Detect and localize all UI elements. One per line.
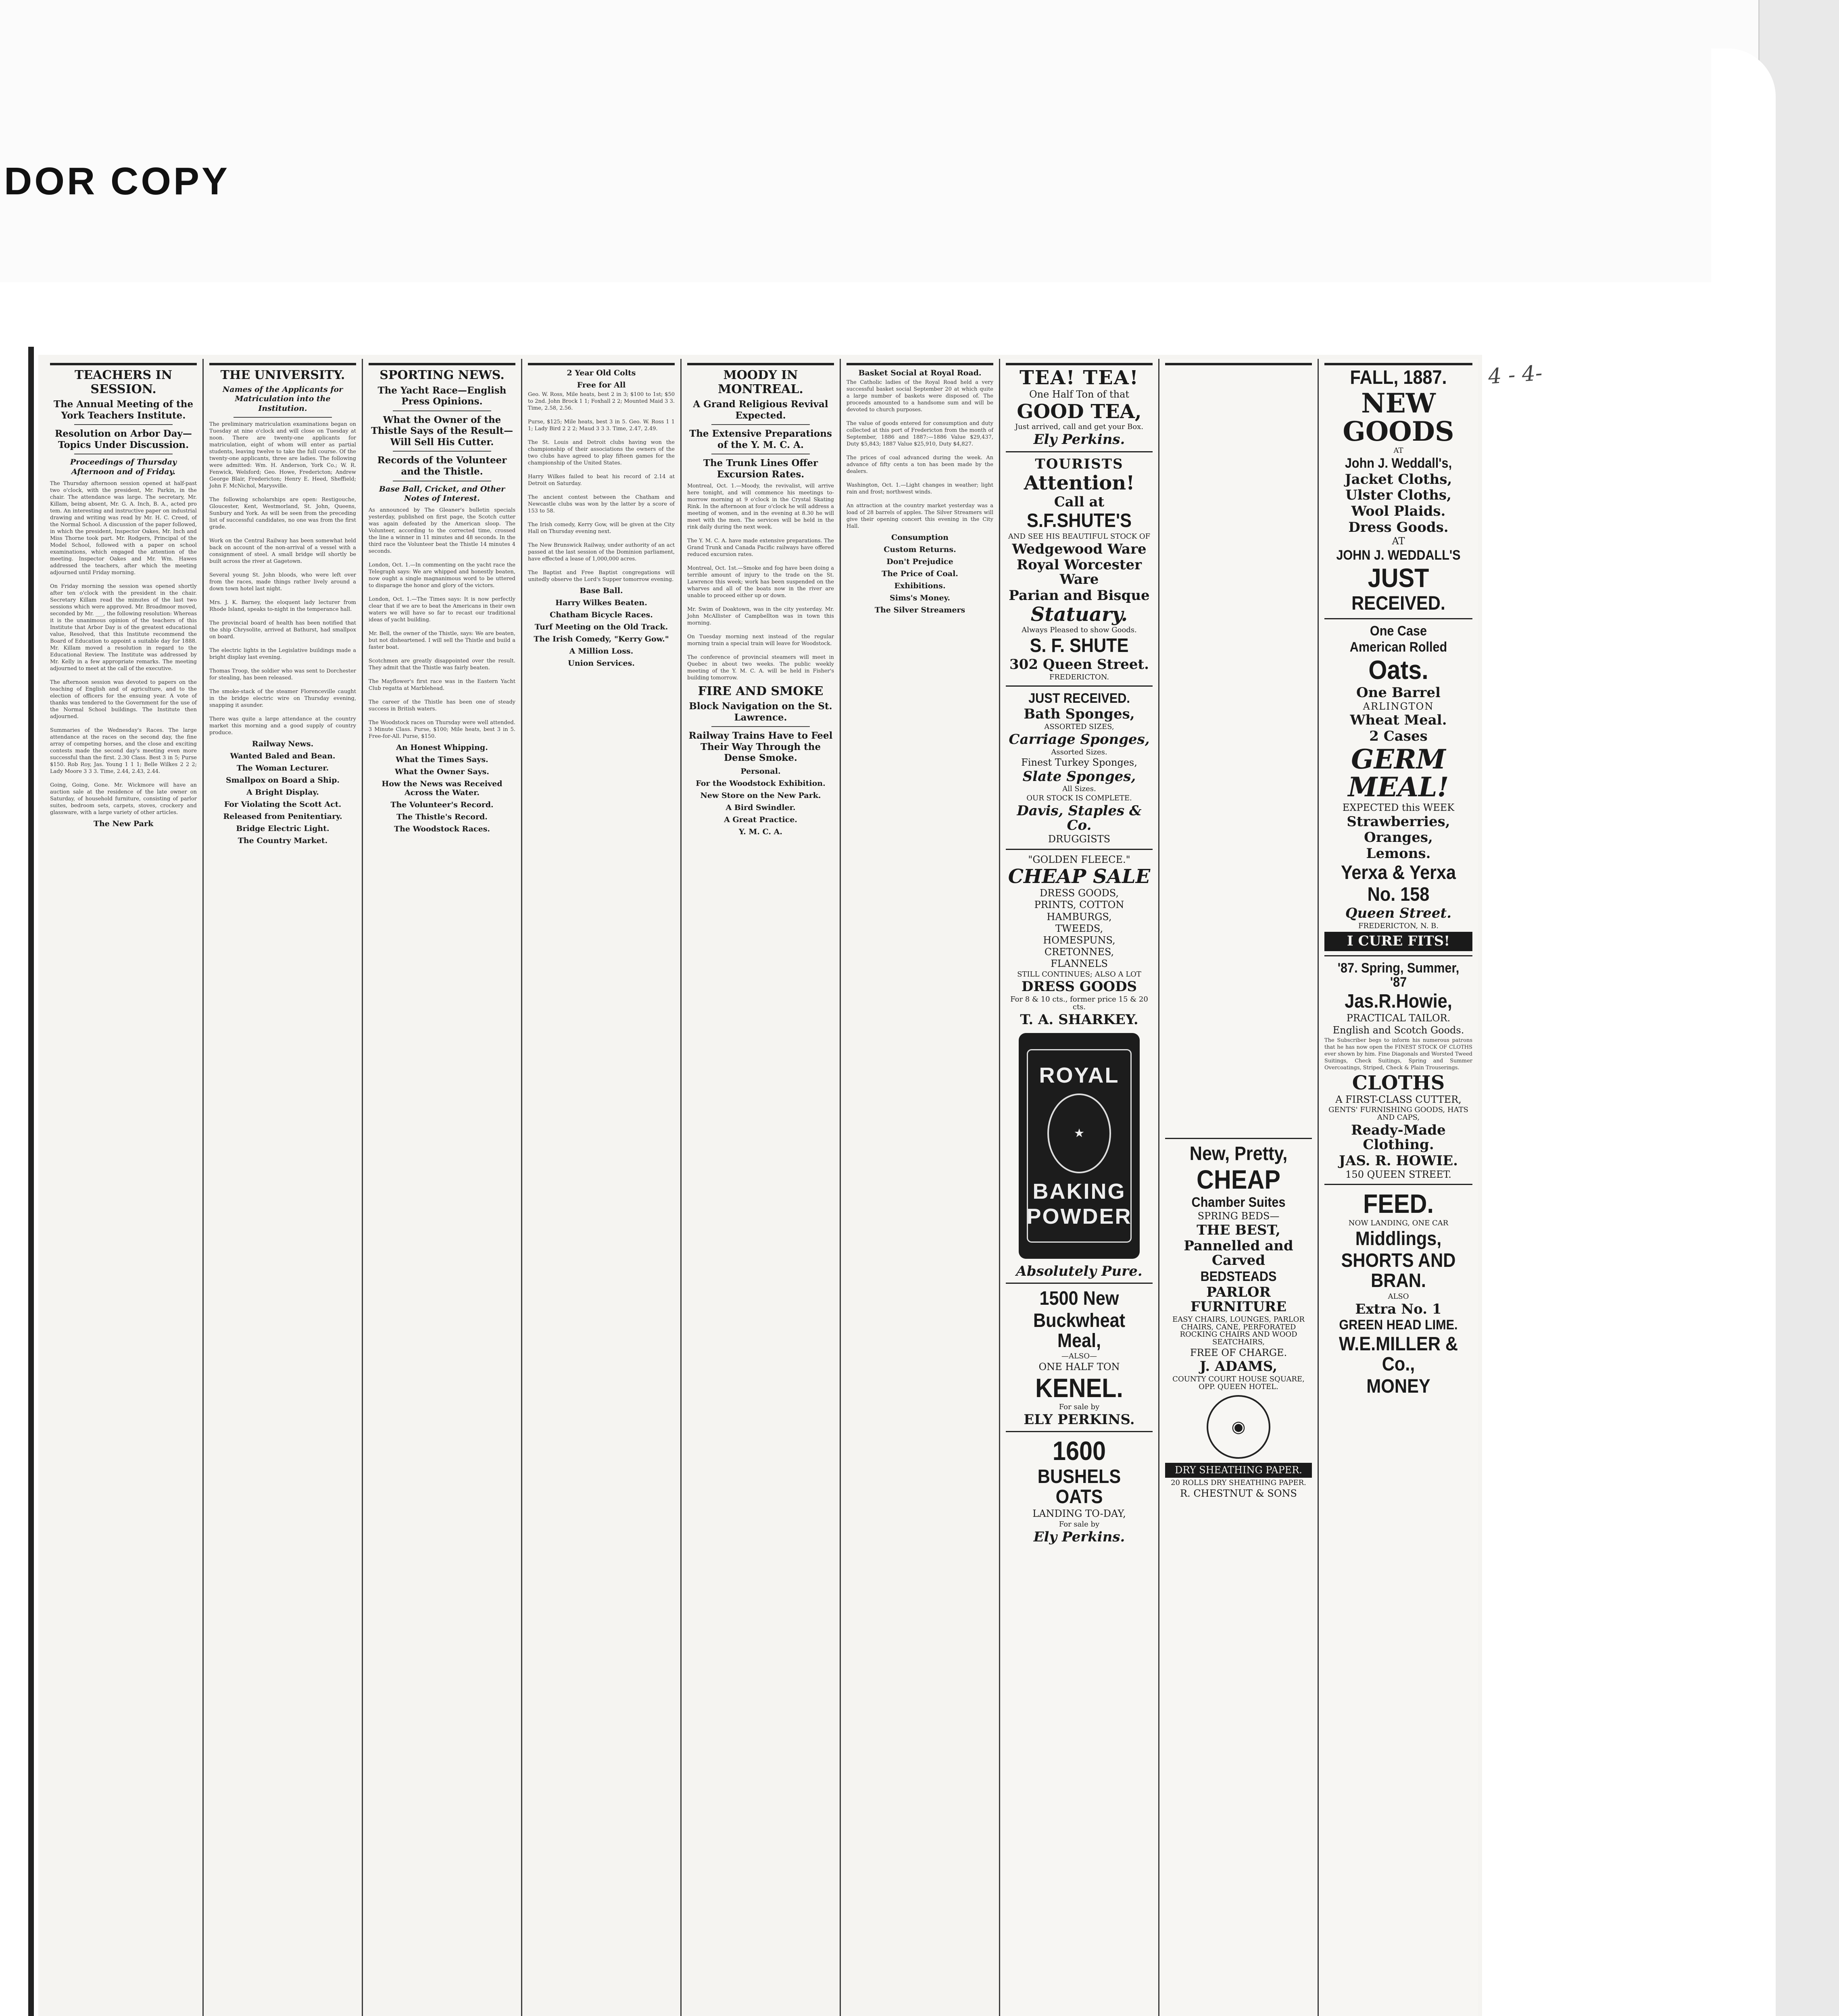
section-head: The Silver Streamers	[874, 606, 965, 614]
ad-text: All Sizes.	[1062, 785, 1096, 793]
ad-text: AND SEE HIS BEAUTIFUL STOCK OF	[1008, 532, 1151, 541]
section-head: Basket Social at Royal Road.	[858, 369, 982, 377]
section-head: What the Owner Says.	[395, 767, 489, 777]
section-head: An Honest Whipping.	[396, 743, 488, 752]
article-body: Geo. W. Ross, Mile heats, best 2 in 3; $100 to 1st; $50 to 2nd. John Brock 1 1; Foxhall 2 2; Mounted Maid 3 3. Time, 2.58, 2.56. Purse, $125; Mile heats, best 3 in 5. Geo. W. Ross 1 1 1; Lady Bird 2 2 2; Maud 3 3 3. Time, 2.47, 2.49. The St. Louis and Detroit clubs having won the championship of their associations the owners of the two clubs have agreed to play fifteen games for the championship of the United States. Harry Wilkes failed to beat his record of 2.14 at Detroit on Saturday. The ancient contest between the Chatham and Newcastle clubs was won by the latter by a score of 153 to 58. The Irish comedy, Kerry Gow, will be given at the City Hall on Thursday evening next. The New Brunswick Railway, under authority of an act passed at the last session of the Dominion parliament, have effected a lease of 1,000,000 acres. The Baptist and Free Baptist congregations will unitedly observe the Lord's Supper tomorrow evening.	[528, 392, 675, 583]
ad-text: FREE OF CHARGE.	[1190, 1347, 1287, 1359]
section-head: A Great Practice.	[724, 815, 797, 825]
ad-text: Strawberries,	[1347, 813, 1450, 830]
ad-text: COUNTY COURT HOUSE SQUARE, OPP. QUEEN HOTEL.	[1172, 1375, 1305, 1391]
section-head: 2 Year Old Colts	[567, 369, 636, 377]
ad-text: Davis, Staples & Co.	[1017, 803, 1142, 833]
ad-text: JUST RECEIVED.	[1028, 690, 1130, 706]
subhead: The Extensive Preparations of the Y. M. C. A.	[689, 428, 832, 450]
can-text: ROYAL	[1039, 1063, 1120, 1087]
ad-text: ONE HALF TON	[1038, 1361, 1120, 1373]
ad-text: American Rolled	[1349, 639, 1447, 655]
headline-university: THE UNIVERSITY.	[220, 368, 345, 382]
can-text: BAKING	[1032, 1179, 1126, 1204]
section-head: Don't Prejudice	[886, 557, 953, 566]
copy-stamp: DOR COPY	[4, 160, 230, 203]
ad-text: '87. Spring, Summer, '87	[1337, 960, 1460, 990]
ad-text: No. 158	[1367, 884, 1430, 906]
subhead: Block Navigation on the St. Lawrence.	[689, 701, 832, 723]
subhead: Resolution on Arbor Day—Topics Under Discussion.	[55, 428, 192, 450]
ad-furniture	[1165, 1138, 1312, 1391]
ad-text: LANDING TO-DAY,	[1032, 1508, 1126, 1520]
ad-text: Ready-Made Clothing.	[1351, 1122, 1446, 1153]
ad-text: English and Scotch Goods.	[1332, 1024, 1464, 1036]
section-head: Smallpox on Board a Ship.	[225, 775, 340, 785]
ad-body: The Subscriber begs to inform his numerous patrons that he has now open the FINEST STOCK OF CLOTHS ever shown by him. Fine Diagonals and Worsted Tweed Suitings, Check Suitings, Spring and Summer Overcoatings, Striped, Check & Plain Trouserings.	[1324, 1037, 1474, 1071]
ad-golden-fleece	[1006, 849, 1153, 1027]
ad-text: Statuary.	[1030, 603, 1128, 626]
ad-text: AT	[1392, 535, 1405, 547]
ad-text: Pannelled and Carved	[1184, 1238, 1293, 1268]
ad-text: One Half Ton of that	[1029, 389, 1130, 400]
ad-text: Wool Plaids.	[1351, 503, 1446, 519]
ad-text: W.E.MILLER & Co.,	[1339, 1333, 1458, 1375]
ad-text: GERM MEAL!	[1348, 743, 1449, 803]
ad-text: Just arrived, call and get your Box.	[1015, 422, 1144, 431]
ad-text: CRETONNES,	[1044, 946, 1114, 958]
ad-text: "GOLDEN FLEECE."	[1028, 854, 1130, 865]
ad-text: RECEIVED.	[1351, 593, 1445, 614]
section-head: Chatham Bicycle Races.	[550, 610, 653, 619]
ad-text: S.F.SHUTE'S	[1027, 510, 1132, 532]
divider	[74, 424, 173, 425]
column-races	[522, 359, 682, 2016]
ad-text: Ulster Cloths,	[1345, 487, 1451, 504]
section-head: A Bright Display.	[246, 787, 319, 797]
ad-sponges	[1006, 685, 1153, 845]
column-teachers	[44, 359, 204, 2016]
can-emblem-icon: ★	[1047, 1093, 1111, 1173]
ad-text: John J. Weddall's,	[1345, 455, 1452, 471]
subhead: Railway Trains Have to Feel Their Way Through the Dense Smoke.	[688, 730, 833, 764]
ad-text: TOURISTS	[1035, 456, 1124, 472]
section-head: A Million Loss.	[569, 647, 634, 656]
section-head: The Woodstock Races.	[394, 825, 490, 834]
ad-text: Always Pleased to show Goods.	[1022, 625, 1137, 634]
column-continuation	[1165, 368, 1312, 1134]
ad-text: 20 ROLLS DRY SHEATHING PAPER.	[1171, 1479, 1306, 1487]
divider	[711, 726, 810, 727]
ad-text: PRINTS, COTTON	[1034, 899, 1124, 911]
ad-text: Jacket Cloths,	[1345, 471, 1452, 487]
divider	[393, 451, 491, 452]
section-head: Free for All	[577, 381, 626, 389]
section-head: Sims's Money.	[890, 594, 950, 602]
column-local-news	[841, 359, 1000, 2016]
ad-text: Ely Perkins.	[1033, 1529, 1125, 1545]
ad-text: PARLOR FURNITURE	[1190, 1284, 1287, 1315]
ad-text: GOOD TEA,	[1017, 400, 1142, 423]
ad-text: DRESS GOODS,	[1040, 887, 1119, 899]
section-head: Released from Penitentiary.	[223, 812, 342, 821]
ad-text: STILL CONTINUES; ALSO A LOT	[1017, 970, 1141, 979]
ad-text: 1600	[1052, 1436, 1106, 1466]
ad-text: I CURE FITS!	[1324, 932, 1472, 951]
ad-text: BEDSTEADS	[1200, 1268, 1277, 1284]
subhead: The Trunk Lines Offer Excursion Rates.	[703, 458, 818, 480]
subhead: What the Owner of the Thistle Says of the Result—Will Sell His Cutter.	[371, 414, 513, 448]
ad-text: Middlings,	[1355, 1228, 1442, 1250]
column-rule	[1006, 363, 1153, 365]
section-head: Exhibitions.	[894, 581, 946, 590]
article-body: The Thursday afternoon session opened at half-past two o'clock, with the president, Mr. Parkin, in the chair. The attendance was large. The secretary, Mr. Killam, being absent, Mr. G. A. Inch, B. A., acted pro tem. An interesting and instructive paper on industrial drawing and writing was read by Mr. H. C. Creed, of the Normal School. A discussion of the paper followed, in which the president, Inspector Oakes, Mr. Inch and Miss Thorne took part. Mr. Rodgers, Principal of the Model School, followed with a paper on school examinations, which engaged the attention of the meeting. Inspector Oakes and Mr. Wm. Hawes addressed the teachers, after which the meeting adjourned until Friday morning. On Friday morning the session was opened shortly after ten o'clock with the president in the chair. Secretary Killam read the minutes of the last two sessions which were approved. Mr. Broadmoor moved, seconded by Mr. ___, the following resolution: Whereas it is the unanimous opinion of the teachers of this Institute that Arbor Day is of the greatest educational value, Resolved, that this Institute recommend the Board of Education to appoint a suitable day for 1888. Mr. Killam moved a resolution in regard to the Educational Review. The Institute was addressed by Mr. Kelly in a few appropriate remarks. The meeting adjourned to meet at the call of the executive. The afternoon session was devoted to papers on the teaching of English and of agriculture, and to the election of officers for the ensuing year. A vote of thanks was tendered to the Government for the use of the Normal School buildings. The Institute then adjourned. Summaries of the Wednesday's Races. The large attendance at the races on the second day, the fine array of competing horses, and the close and exciting contests made the second day's meeting even more successful than the first. 2.30 Class. Best 3 in 5; Purse $150. Rob Roy, Jas. Young 1 1 1; Belle Wilkes 2 2 2; Lady Moore 3 3 3. Time, 2.44, 2.43, 2.44. Going, Going, Gone. Mr. Wickmore will have an auction sale at the residence of the late owner on Saturday, of household furniture, consisting of parlor suites, bedroom sets, carpets, stoves, crockery and glassware, with a large variety of other articles.	[50, 480, 197, 816]
ad-text: HAMBURGS,	[1047, 911, 1112, 923]
ad-text: Yerxa & Yerxa	[1341, 862, 1456, 883]
ad-text: ALSO	[1388, 1292, 1409, 1301]
column-moody	[682, 359, 841, 2016]
ad-text: Slate Sponges,	[1022, 768, 1136, 785]
column-rule	[528, 363, 675, 365]
ad-text: Extra No. 1	[1355, 1301, 1442, 1317]
ad-text: Chamber Suites	[1191, 1194, 1286, 1210]
ad-text: Wheat Meal.	[1350, 712, 1447, 729]
ad-text: T. A. SHARKEY.	[1020, 1011, 1138, 1028]
ad-text: AT	[1393, 446, 1403, 455]
section-head: The New Park	[93, 819, 154, 828]
article-body: As announced by The Gleaner's bulletin specials yesterday, published on first page, the Scotch cutter was again defeated by the American sloop. The Volunteer, according to the corrected time, crossed the line a winner in 11 minutes and 48 seconds. In the third race the Volunteer beat the Thistle 14 minutes 4 seconds. London, Oct. 1.—In commenting on the yacht race the Telegraph says: We are whipped and honestly beaten, now ought a single magnanimous word to be uttered to disparage the honor and glory of the victors. London, Oct. 1.—The Times says: It is now perfectly clear that if we are to beat the Americans in their own waters we will have so far to recast our traditional ideas of yacht building. Mr. Bell, the owner of the Thistle, says: We are beaten, but not disheartened. I will sell the Thistle and build a faster boat. Scotchmen are greatly disappointed over the result. They admit that the Thistle was fairly beaten. The Mayflower's first race was in the Eastern Yacht Club regatta at Marblehead. The career of the Thistle has been one of steady success in British waters. The Woodstock races on Thursday were well attended. 3 Minute Class. Purse, $100; Mile heats, best 3 in 5. Free-for-All. Purse, $150.	[369, 507, 515, 740]
ad-text: Royal Worcester Ware	[1016, 557, 1142, 587]
column-rule	[1324, 363, 1472, 365]
section-head: Railway News.	[252, 739, 314, 748]
ad-text: Oats.	[1368, 655, 1428, 685]
section-head: The Woman Lecturer.	[236, 763, 329, 773]
ad-text: DRUGGISTS	[1048, 833, 1111, 845]
ad-text: ARLINGTON	[1363, 701, 1434, 712]
section-head: For the Woodstock Exhibition.	[696, 779, 826, 788]
ad-text: FEED.	[1363, 1189, 1434, 1219]
subhead: A Grand Religious Revival Expected.	[693, 399, 828, 421]
ad-text: CHEAP SALE	[1008, 865, 1151, 888]
column-ads-tea	[1000, 359, 1159, 2016]
ad-text: Wedgewood Ware	[1012, 541, 1147, 557]
ad-text: Oranges,	[1364, 829, 1433, 846]
headline-teachers: TEACHERS IN SESSION.	[74, 368, 173, 396]
ad-text: FREDERICTON.	[1049, 673, 1109, 681]
ad-text: JUST	[1368, 563, 1429, 593]
ad-text: Absolutely Pure.	[1016, 1263, 1143, 1279]
ad-text: BUSHELS OATS	[1037, 1466, 1121, 1508]
subhead: Names of the Applicants for Matriculation into the Institution.	[222, 385, 343, 413]
ad-text: For sale by	[1059, 1520, 1100, 1529]
subhead: The Annual Meeting of the York Teachers Institute.	[53, 399, 194, 421]
ad-howie	[1324, 955, 1472, 1180]
ad-text: Attention!	[1024, 472, 1135, 495]
ad-text: Bath Sponges,	[1024, 706, 1135, 723]
section-head: Harry Wilkes Beaten.	[555, 598, 647, 607]
ad-text: CLOTHS	[1352, 1071, 1445, 1094]
article-body: The preliminary matriculation examinations began on Tuesday at nine o'clock and will close on Tuesday at noon. There are twenty-one applicants for matriculation, eight of whom will enter as partial students, leaving twelve to take the full course. Of the twenty-one applicants, three are ladies. The following were admitted: Wm. H. Anderson, York Co.; W. R. Fenwick, Welsford; Geo. Howe, Fredericton; Andrew George Blair, Fredericton; Henry E. Heed, Sheffield; John F. McNichol, Marysville. The following scholarships are open: Restigouche, Gloucester, Kent, Westmorland, St. John, Queens, Sunbury and York. As will be seen from the preceding list of successful candidates, no one was from the first grade. Work on the Central Railway has been somewhat held back on account of the non-arrival of a vessel with a consignment of steel. A small bridge will shortly be built across the river at Gagetown. Several young St. John bloods, who were left over from the races, made things rather lively around a down town hotel last night. Mrs. J. K. Barney, the eloquent lady lecturer from Rhode Island, speaks to-night in the temperance hall. The provincial board of health has been notified that the ship Chrysolite, arrived at Bathurst, had smallpox on board. The electric lights in the Legislative buildings made a bright display last evening. Thomas Troop, the soldier who was sent to Dorchester for stealing, has been released. The smoke-stack of the steamer Florenceville caught in the bridge electric wire on Thursday evening, snapping it asunder. There was quite a large attendance at the country market this morning and a good supply of country produce.	[209, 421, 356, 736]
headline-sporting: SPORTING NEWS.	[379, 368, 505, 382]
section-head: For Violating the Scott Act.	[224, 800, 342, 809]
ad-text: —ALSO—	[1061, 1352, 1097, 1361]
divider	[393, 410, 491, 411]
ad-text: DRY SHEATHING PAPER.	[1165, 1463, 1312, 1478]
ad-miller	[1324, 1184, 1472, 1397]
headline-moody: MOODY IN MONTREAL.	[718, 368, 803, 396]
section-head: Union Services.	[568, 659, 635, 668]
section-head: The Thistle's Record.	[396, 812, 488, 822]
ad-text: FREDERICTON, N. B.	[1358, 922, 1439, 931]
section-head: Consumption	[891, 533, 949, 542]
ad-seller: Ely Perkins.	[1033, 431, 1125, 448]
ad-text: 302 Queen Street.	[1009, 656, 1149, 673]
ad-text: THE BEST,	[1197, 1222, 1280, 1238]
page-edge	[28, 347, 34, 2016]
ad-text: For sale by	[1059, 1402, 1100, 1411]
ad-text: GENTS' FURNISHING GOODS, HATS AND CAPS,	[1328, 1106, 1468, 1122]
ad-text: TWEEDS,	[1055, 923, 1103, 934]
ad-text: S. F. SHUTE	[1030, 635, 1129, 656]
scan-border	[1758, 0, 1839, 2016]
subhead: Base Ball, Cricket, and Other Notes of Interest.	[379, 484, 505, 503]
section-head: A Bird Swindler.	[726, 803, 796, 812]
ad-text: OUR STOCK IS COMPLETE.	[1026, 794, 1132, 803]
ad-buckwheat	[1006, 1283, 1153, 1427]
column-rule	[1165, 363, 1312, 365]
ad-text: ELY PERKINS.	[1024, 1411, 1135, 1428]
ad-text: Call at	[1054, 494, 1105, 510]
ad-text: NOW LANDING, ONE CAR	[1348, 1218, 1449, 1227]
ad-text: 1500 New	[1039, 1288, 1119, 1310]
section-head: How the News was Received Across the Water.	[382, 779, 502, 798]
ad-text: Carriage Sponges,	[1009, 731, 1150, 748]
column-rule	[50, 363, 197, 365]
column-ads-weddall	[1319, 359, 1478, 2016]
section-head: New Store on the New Park.	[700, 791, 821, 800]
ad-text: EASY CHAIRS, LOUNGES, PARLOR CHAIRS, CANE, PERFORATED ROCKING CHAIRS AND WOOD SEATCHAIRS,	[1172, 1315, 1305, 1347]
ad-text: ASSORTED SIZES,	[1044, 722, 1114, 731]
section-head: The Irish Comedy, "Kerry Gow."	[534, 635, 669, 644]
newspaper-columns	[44, 359, 1480, 2016]
ad-text: Parian and Bisque	[1009, 587, 1150, 604]
ad-text: FALL, 1887.	[1350, 367, 1447, 388]
ad-oats	[1006, 1431, 1153, 1544]
section-head: What the Times Says.	[396, 755, 488, 764]
ad-text: For 8 & 10 cts., former price 15 & 20 cts.	[1010, 995, 1148, 1012]
ad-text: KENEL.	[1035, 1372, 1123, 1403]
section-head: The Price of Coal.	[882, 569, 958, 578]
ad-oats	[1324, 618, 1472, 930]
article-body: Montreal, Oct. 1.—Moody, the revivalist, will arrive here tonight, and will commence his meetings to-morrow morning at 9 o'clock in the Crystal Skating Rink. In the afternoon at four o'clock he will address a meeting of women, and in the evening at 8.30 he will meet with the men. The services will be held in the rink daily during the next week. The Y. M. C. A. have made extensive preparations. The Grand Trunk and Canada Pacific railways have offered reduced excursion rates. Montreal, Oct. 1st.—Smoke and fog have been doing a terrible amount of injury to the trade on the St. Lawrence this week; work has been suspended on the wharves and all of the boats now in the river are unable to proceed either up or down. Mr. Swim of Doaktown, was in the city yesterday. Mr. John McAllister of Campbellton was in town this morning. On Tuesday morning next instead of the regular morning train a special train will leave for Woodstock. The conference of provincial steamers will meet in Quebec in about two weeks. The public weekly meeting of the Y. M. C. A. will be held in Fisher's building tomorrow.	[687, 483, 834, 681]
section-head: Turf Meeting on the Old Track.	[534, 623, 668, 631]
ad-text: One Barrel	[1356, 684, 1441, 701]
ad-text: FLANNELS	[1051, 958, 1108, 970]
ad-shute	[1006, 451, 1153, 681]
ad-text: GREEN HEAD LIME.	[1339, 1317, 1458, 1333]
column-university	[204, 359, 363, 2016]
can-text: POWDER	[1026, 1204, 1132, 1229]
ad-text: R. CHESTNUT & SONS	[1180, 1487, 1297, 1499]
ad-text: MONEY	[1366, 1375, 1430, 1397]
divider	[711, 424, 810, 425]
column-rule	[847, 363, 993, 365]
column-rule	[209, 363, 356, 365]
ad-text: Queen Street.	[1345, 905, 1452, 922]
ad-text: SPRING BEDS—	[1197, 1210, 1280, 1222]
ad-text: Jas.R.Howie,	[1345, 991, 1452, 1012]
column-ads-furniture	[1159, 359, 1319, 2016]
ad-text: SHORTS AND BRAN.	[1341, 1250, 1456, 1292]
can-label	[1027, 1049, 1132, 1243]
baking-powder-can-image	[1019, 1033, 1140, 1259]
divider	[234, 417, 332, 418]
section-head: Custom Returns.	[884, 545, 956, 554]
ad-text: J. ADAMS,	[1199, 1358, 1278, 1375]
handwritten-note: 4 - 4-	[1487, 361, 1543, 389]
ad-text: NEW GOODS	[1343, 387, 1454, 447]
ad-text: CHEAP	[1197, 1164, 1280, 1195]
subhead: Proceedings of Thursday Afternoon and of Friday.	[70, 458, 177, 477]
ad-text: 150 QUEEN STREET.	[1345, 1169, 1451, 1181]
section-head: Bridge Electric Light.	[236, 824, 329, 833]
microfilm-header	[0, 0, 1839, 282]
section-head: Y. M. C. A.	[739, 827, 782, 837]
ad-text: EXPECTED this WEEK	[1342, 802, 1455, 814]
section-head: Wanted Baled and Bean.	[230, 751, 336, 760]
headline-fire: FIRE AND SMOKE	[698, 684, 824, 698]
section-head: Base Ball.	[580, 586, 623, 595]
column-rule	[369, 363, 515, 365]
ad-text: JOHN J. WEDDALL'S	[1336, 547, 1461, 563]
column-sporting	[363, 359, 522, 2016]
ad-text: JAS. R. HOWIE.	[1339, 1152, 1458, 1169]
ad-text: HOMESPUNS,	[1043, 934, 1115, 946]
ad-text: Dress Goods.	[1348, 519, 1449, 535]
ad-text: PRACTICAL TAILOR.	[1346, 1012, 1451, 1024]
ad-text: 2 Cases	[1369, 728, 1428, 745]
ad-text: Lemons.	[1366, 845, 1431, 862]
ad-text: Assorted Sizes.	[1051, 748, 1107, 756]
section-head: The Volunteer's Record.	[390, 800, 494, 810]
ad-tea-headline: TEA! TEA!	[1020, 367, 1139, 389]
subhead: The Yacht Race—English Press Opinions.	[377, 385, 507, 407]
article-body: The Catholic ladies of the Royal Road held a very successful basket social September 20 at which quite a large number of baskets were disposed of. The proceeds amounted to a handsome sum and will be devoted to church purposes. The value of goods entered for consumption and duty collected at this port of Fredericton from the month of September, 1886 and 1887:—1886 Value $29,437, Duty $5,843; 1887 Value $25,910, Duty $4,827. The prices of coal advanced during the week. An advance of fifty cents a ton has been made by the dealers. Washington, Oct. 1.—Light changes in weather; light rain and frost; northwest winds. An attraction at the country market yesterday was a load of 28 barrels of apples. The Silver Streamers will give their opening concert this evening in the City Hall.	[847, 379, 993, 529]
ad-text: New, Pretty,	[1189, 1143, 1288, 1164]
ad-text: DRESS GOODS	[1021, 979, 1137, 995]
section-head: The Country Market.	[238, 836, 328, 845]
ad-text: Finest Turkey Sponges,	[1021, 757, 1137, 768]
ad-text: One Case	[1370, 623, 1427, 639]
column-rule	[687, 363, 834, 365]
ad-text: Buckwheat Meal,	[1033, 1310, 1126, 1352]
section-head: Personal.	[740, 767, 781, 776]
sheathing-paper-seal-icon: ◉	[1207, 1395, 1270, 1459]
subhead: Records of the Volunteer and the Thistle.	[377, 455, 507, 477]
ad-text: A FIRST-CLASS CUTTER,	[1335, 1094, 1462, 1106]
